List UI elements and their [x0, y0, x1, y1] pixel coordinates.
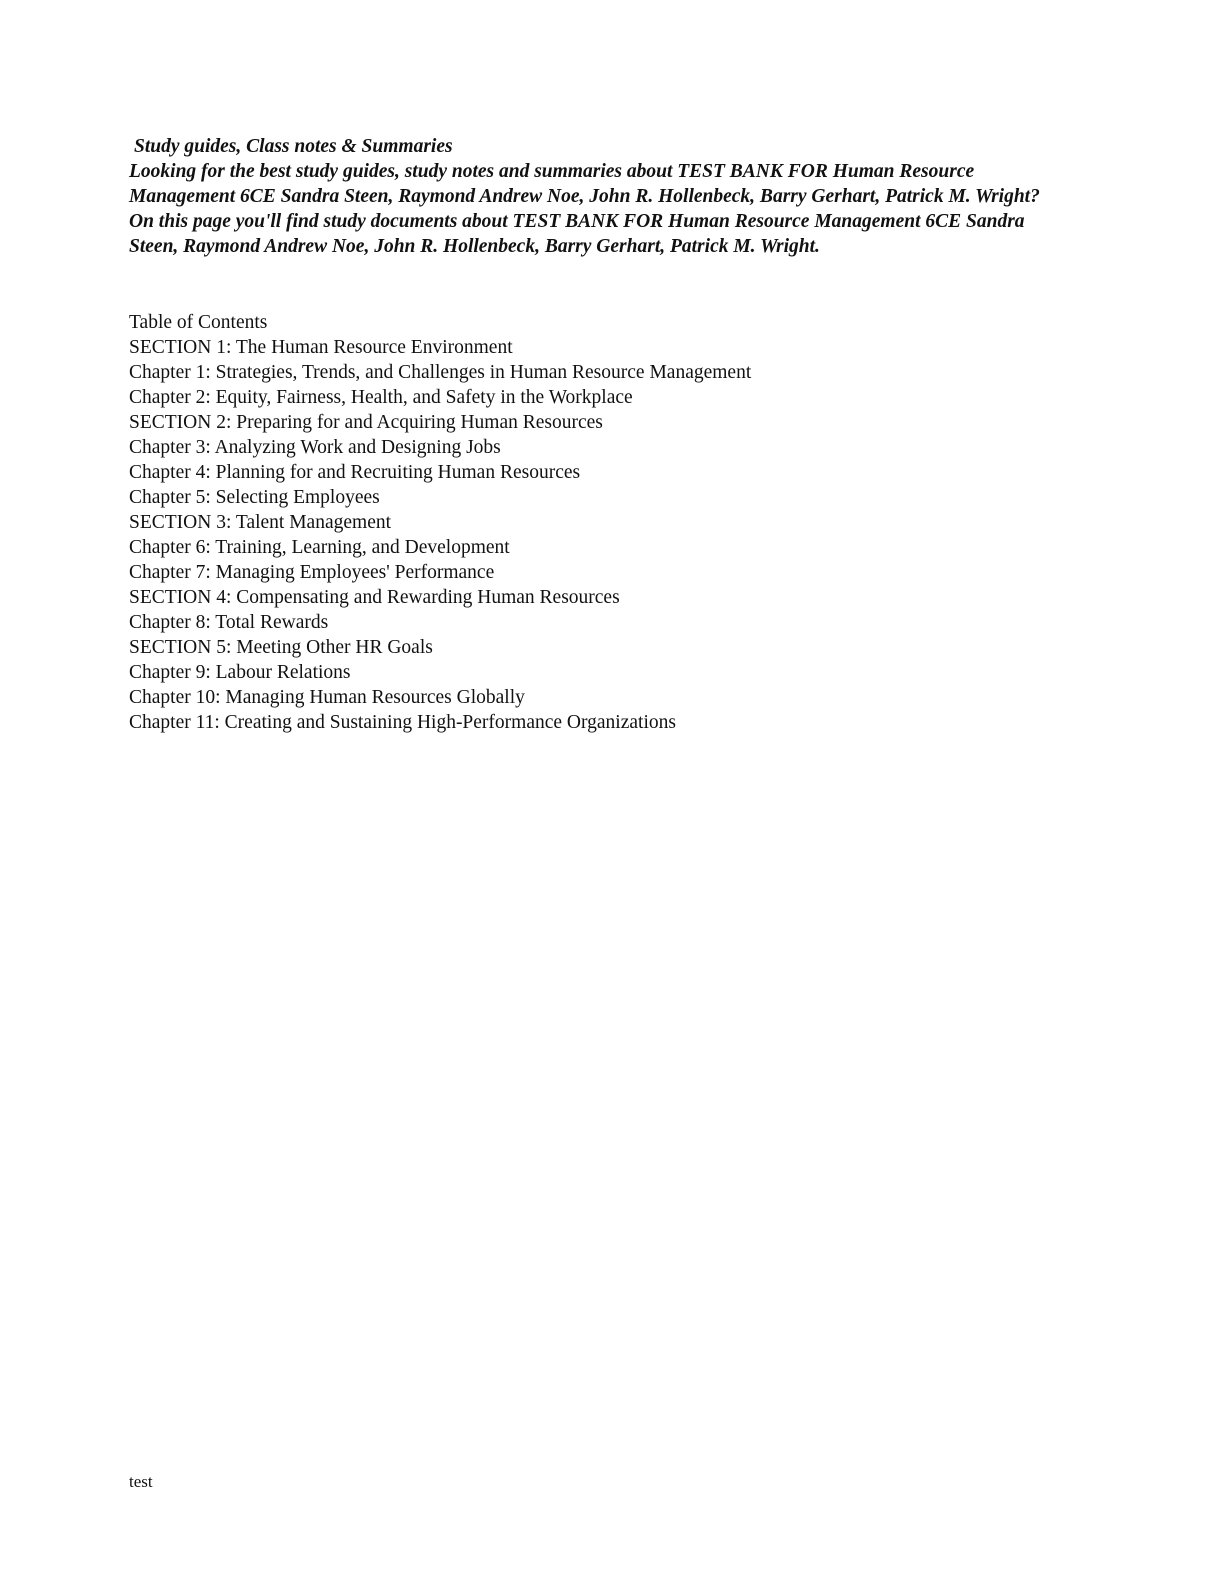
- table-of-contents: [129, 310, 1029, 735]
- toc-entry: SECTION 2: Preparing for and Acquiring Human Resources: [129, 412, 603, 433]
- intro-block: [129, 134, 1069, 259]
- toc-entry: Chapter 10: Managing Human Resources Globally: [129, 687, 525, 708]
- toc-entry: Chapter 9: Labour Relations: [129, 662, 351, 683]
- intro-paragraph: Looking for the best study guides, study notes and summaries about TEST BANK FOR Human Resource Management 6CE Sandra Steen, Raymond Andrew Noe, John R. Hollenbeck, Barry Gerhart, Patrick M. Wright? On this page you'll find study documents about TEST BANK FOR Human Resource Management 6CE Sandra Steen, Raymond Andrew Noe, John R. Hollenbeck, Barry Gerhart, Patrick M. Wright.: [129, 161, 1040, 257]
- toc-entry: Chapter 5: Selecting Employees: [129, 487, 380, 508]
- document-heading: Study guides, Class notes & Summaries: [134, 136, 453, 157]
- toc-entry: Chapter 7: Managing Employees' Performance: [129, 562, 495, 583]
- toc-entry: Chapter 3: Analyzing Work and Designing Jobs: [129, 437, 501, 458]
- toc-entry: SECTION 1: The Human Resource Environment: [129, 337, 513, 358]
- toc-title: Table of Contents: [129, 312, 268, 333]
- toc-entry: Chapter 11: Creating and Sustaining High-Performance Organizations: [129, 712, 676, 733]
- toc-entry: SECTION 5: Meeting Other HR Goals: [129, 637, 433, 658]
- toc-entry: Chapter 8: Total Rewards: [129, 612, 329, 633]
- toc-entry: Chapter 2: Equity, Fairness, Health, and Safety in the Workplace: [129, 387, 633, 408]
- toc-entry: Chapter 6: Training, Learning, and Development: [129, 537, 510, 558]
- toc-entry: SECTION 4: Compensating and Rewarding Human Resources: [129, 587, 620, 608]
- toc-entry: Chapter 1: Strategies, Trends, and Challenges in Human Resource Management: [129, 362, 752, 383]
- page-footer: test: [129, 1472, 153, 1491]
- toc-entry: SECTION 3: Talent Management: [129, 512, 392, 533]
- toc-entry: Chapter 4: Planning for and Recruiting Human Resources: [129, 462, 581, 483]
